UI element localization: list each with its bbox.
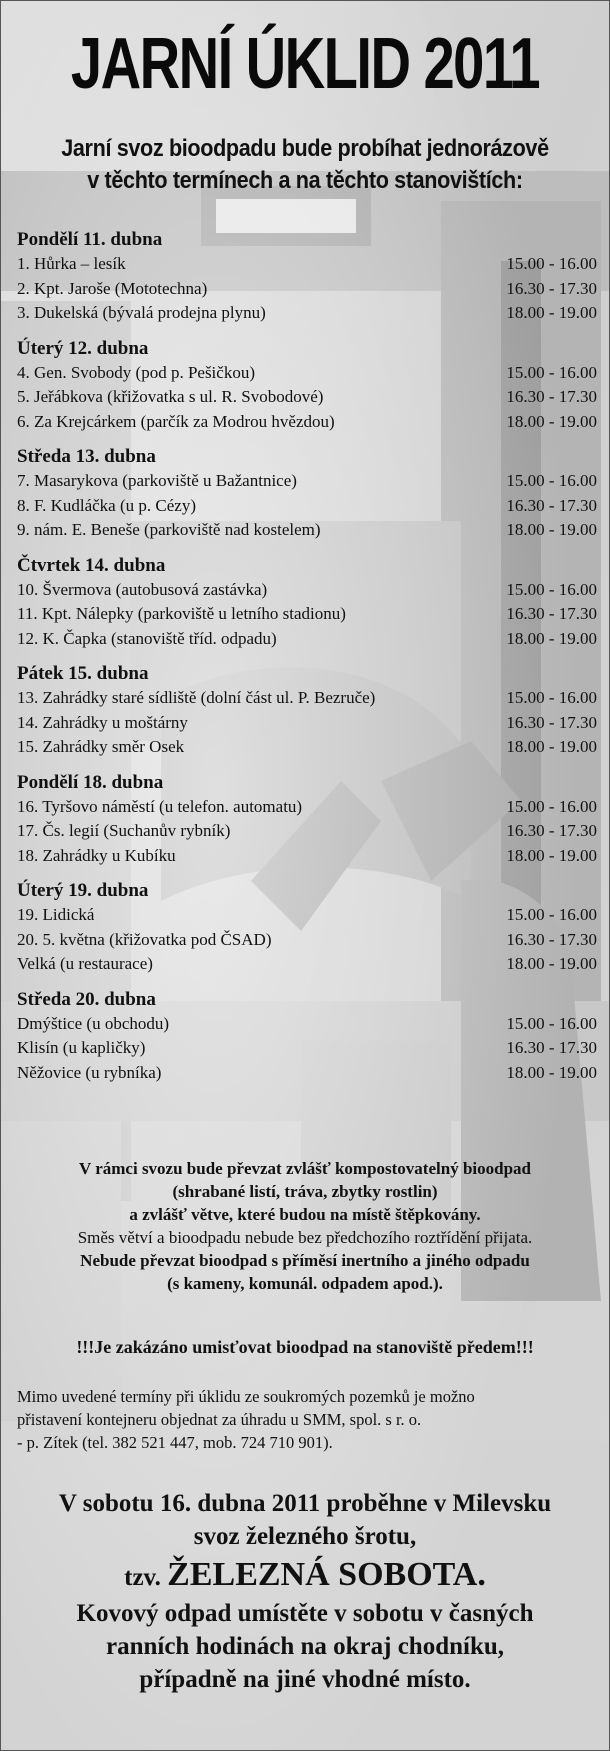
schedule-row <box>17 711 597 736</box>
info-line: (s kameny, komunál. odpadem apod.). <box>167 1274 443 1293</box>
subtitle-line: Jarní svoz bioodpadu bude probíhat jednorázově <box>61 135 549 162</box>
time-slot: 15.00 - 16.00 <box>506 1013 597 1033</box>
notice-line: Kovový odpad umístěte v sobotu v časných <box>76 1600 534 1627</box>
schedule-row <box>17 795 597 820</box>
schedule-row <box>17 469 597 494</box>
warning-notice: !!!Je zakázáno umisťovat bioodpad na stanoviště předem!!! <box>76 1337 534 1357</box>
location: 14. Zahrádky u moštárny <box>17 712 188 732</box>
location: 17. Čs. legií (Suchanův rybník) <box>17 821 231 840</box>
schedule-row <box>17 819 597 844</box>
time-slot: 16.30 - 17.30 <box>506 278 597 298</box>
notice-line: svoz železného šrotu, <box>193 1523 417 1550</box>
schedule-day <box>17 770 597 869</box>
subtitle <box>1 133 609 197</box>
time-slot: 18.00 - 19.00 <box>506 520 597 539</box>
location: 3. Dukelská (bývalá prodejna plynu) <box>17 303 266 322</box>
location: 12. K. Čapka (stanoviště tříd. odpadu) <box>17 628 277 648</box>
schedule-row <box>17 518 597 543</box>
notice-line: ranních hodinách na okraj chodníku, <box>105 1633 505 1660</box>
schedule-row <box>17 252 597 277</box>
notice-line: V sobotu 16. dubna 2011 proběhne v Milevsku <box>58 1490 552 1517</box>
location: 1. Hůrka – lesík <box>17 254 126 273</box>
schedule-row <box>17 627 597 652</box>
time-slot: 18.00 - 19.00 <box>506 303 597 322</box>
contact-line: - p. Zítek (tel. 382 521 447, mob. 724 710 901). <box>17 1433 333 1452</box>
time-slot: 15.00 - 16.00 <box>506 796 597 816</box>
time-slot: 18.00 - 19.00 <box>506 737 597 756</box>
location: 16. Tyršovo náměstí (u telefon. automatu) <box>17 796 303 816</box>
schedule-day <box>17 987 597 1086</box>
time-slot: 18.00 - 19.00 <box>506 845 597 865</box>
location: 8. F. Kudláčka (u p. Cézy) <box>17 495 196 515</box>
schedule-row <box>17 494 597 519</box>
time-slot: 18.00 - 19.00 <box>506 628 597 648</box>
poster-title: JARNÍ ÚKLID 2011 <box>70 24 540 104</box>
day-heading: Úterý 19. dubna <box>17 880 149 901</box>
schedule-row <box>17 928 597 953</box>
schedule-row <box>17 578 597 603</box>
location: 9. nám. E. Beneše (parkoviště nad kostelem) <box>17 520 321 539</box>
schedule-row <box>17 903 597 928</box>
time-slot: 16.30 - 17.30 <box>506 1038 597 1057</box>
schedule-row <box>17 385 597 410</box>
schedule-row <box>17 602 597 627</box>
time-slot: 16.30 - 17.30 <box>506 929 597 949</box>
location: 7. Masarykova (parkoviště u Bažantnice) <box>17 471 297 490</box>
schedule-row <box>17 686 597 711</box>
time-slot: 15.00 - 16.00 <box>506 688 597 707</box>
day-heading: Pátek 15. dubna <box>17 663 149 684</box>
notice-line: případně na jiné vhodné místo. <box>139 1666 471 1693</box>
schedule-row <box>17 952 597 977</box>
schedule-day <box>17 227 597 326</box>
location: 15. Zahrádky směr Osek <box>17 737 185 756</box>
collection-info <box>1 1157 609 1295</box>
location: 11. Kpt. Nálepky (parkoviště u letního stadionu) <box>17 604 346 623</box>
time-slot: 18.00 - 19.00 <box>506 1062 597 1082</box>
time-slot: 15.00 - 16.00 <box>506 905 597 924</box>
schedule-day <box>17 444 597 543</box>
contact-info <box>17 1385 597 1454</box>
schedule-row <box>17 361 597 386</box>
schedule-row <box>17 301 597 326</box>
schedule-row <box>17 277 597 302</box>
day-heading: Středa 20. dubna <box>17 988 156 1010</box>
schedule-day <box>17 878 597 977</box>
time-slot: 18.00 - 19.00 <box>506 954 597 973</box>
time-slot: 16.30 - 17.30 <box>506 712 597 732</box>
info-line: V rámci svozu bude převzat zvlášť kompostovatelný bioodpad <box>79 1159 531 1178</box>
info-line: a zvlášť větve, které budou na místě štěpkovány. <box>129 1205 481 1224</box>
day-heading: Pondělí 11. dubna <box>17 229 163 250</box>
subtitle-line: v těchto termínech a na těchto stanovištích: <box>87 167 523 194</box>
location: 19. Lidická <box>17 905 95 924</box>
schedule-row <box>17 410 597 435</box>
location: 10. Švermova (autobusová zastávka) <box>17 579 268 599</box>
notice-prefix: tzv. <box>124 1564 161 1591</box>
location: 18. Zahrádky u Kubíku <box>17 845 176 865</box>
location: 13. Zahrádky staré sídliště (dolní část ul. P. Bezruče) <box>17 688 376 707</box>
location: 5. Jeřábkova (křižovatka s ul. R. Svobodové) <box>17 387 324 406</box>
contact-line: Mimo uvedené termíny při úklidu ze soukromých pozemků je možno <box>17 1387 475 1406</box>
day-heading: Středa 13. dubna <box>17 446 156 467</box>
schedule-row <box>17 1061 597 1086</box>
day-heading: Úterý 12. dubna <box>17 337 149 359</box>
location: 2. Kpt. Jaroše (Mototechna) <box>17 278 208 298</box>
time-slot: 16.30 - 17.30 <box>506 821 597 840</box>
iron-saturday-heading: ŽELEZNÁ SOBOTA. <box>167 1556 486 1593</box>
schedule-row <box>17 1012 597 1037</box>
location: Něžovice (u rybníka) <box>17 1062 162 1082</box>
location: 20. 5. května (křižovatka pod ČSAD) <box>17 929 272 949</box>
info-line: Nebude převzat bioodpad s příměsí inertního a jiného odpadu <box>80 1251 530 1270</box>
collection-schedule <box>17 227 597 1095</box>
day-heading: Čtvrtek 14. dubna <box>17 554 166 576</box>
location: Velká (u restaurace) <box>17 954 153 973</box>
notice-headline <box>1 1553 609 1597</box>
location: 6. Za Krejcárkem (parčík za Modrou hvězdou) <box>17 411 335 431</box>
day-heading: Pondělí 18. dubna <box>17 771 164 793</box>
schedule-day <box>17 553 597 652</box>
time-slot: 16.30 - 17.30 <box>506 387 597 406</box>
time-slot: 16.30 - 17.30 <box>506 495 597 515</box>
info-line: (shrabané listí, tráva, zbytky rostlin) <box>172 1182 438 1201</box>
time-slot: 16.30 - 17.30 <box>506 604 597 623</box>
schedule-day <box>17 336 597 435</box>
schedule-row <box>17 844 597 869</box>
scrap-metal-notice <box>1 1487 609 1696</box>
time-slot: 15.00 - 16.00 <box>506 579 597 599</box>
schedule-day <box>17 661 597 760</box>
location: Dmýštice (u obchodu) <box>17 1013 170 1033</box>
time-slot: 15.00 - 16.00 <box>506 471 597 490</box>
schedule-row <box>17 735 597 760</box>
time-slot: 15.00 - 16.00 <box>506 254 597 273</box>
location: Klisín (u kapličky) <box>17 1038 146 1057</box>
schedule-row <box>17 1036 597 1061</box>
info-line: Směs větví a bioodpadu nebude bez předchozího roztřídění přijata. <box>77 1228 533 1247</box>
time-slot: 18.00 - 19.00 <box>506 411 597 431</box>
time-slot: 15.00 - 16.00 <box>506 362 597 382</box>
contact-line: přistavení kontejneru objednat za úhradu u SMM, spol. s r. o. <box>17 1410 422 1429</box>
location: 4. Gen. Svobody (pod p. Pešičkou) <box>17 362 255 382</box>
